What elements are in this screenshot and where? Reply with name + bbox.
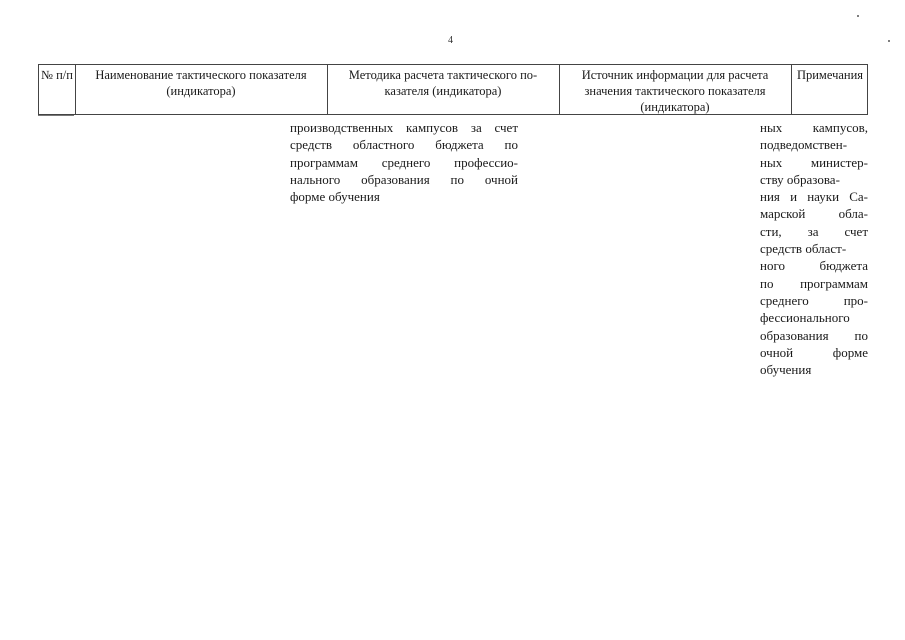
text-line: нального образования по очной — [290, 171, 518, 187]
notes-cell — [760, 119, 868, 378]
text-line: очной форме — [760, 344, 868, 360]
column-divider — [327, 65, 328, 114]
scan-speck — [888, 40, 890, 42]
text-line: по программам — [760, 275, 868, 291]
header-information-source: Источник информации для расчета значения тактического показателя (индикатора) — [581, 68, 769, 114]
text-line: ного бюджета — [760, 258, 868, 274]
text-line: подведомствен- — [760, 137, 848, 153]
text-line: производственных кампусов за счет — [290, 120, 518, 135]
header-indicator-name: Наименование тактического показателя (индикатора) — [95, 68, 307, 98]
text-line: средств област- — [760, 241, 847, 257]
text-line: форме обучения — [290, 189, 380, 205]
row-rule — [38, 115, 74, 116]
text-line: среднего про- — [760, 292, 868, 308]
text-line: ных кампусов, — [760, 120, 868, 135]
indicator-table — [38, 64, 868, 115]
text-line: ния и науки Са- — [760, 189, 868, 205]
text-line: ству образова- — [760, 171, 840, 187]
text-line: средств областного бюджета по — [290, 137, 518, 153]
column-divider — [791, 65, 792, 114]
header-notes: Примечания — [796, 68, 864, 82]
text-line: обучения — [760, 362, 812, 378]
column-divider — [75, 65, 76, 114]
calculation-method-cell — [290, 119, 518, 205]
column-divider — [559, 65, 560, 114]
text-line: образования по — [760, 327, 868, 343]
text-line: ных министер- — [760, 154, 868, 170]
text-line: сти, за счет — [760, 223, 868, 239]
text-line: фессионального — [760, 310, 850, 326]
header-calculation-method: Методика расчета тактического по-казателя (индикатора) — [348, 68, 538, 98]
header-number: № п/п — [41, 68, 73, 82]
text-line: программам среднего профессио- — [290, 154, 518, 170]
text-line: марской обла- — [760, 206, 868, 222]
table-header-row — [38, 64, 868, 115]
page-number: 4 — [448, 35, 453, 46]
scan-speck — [857, 15, 859, 17]
